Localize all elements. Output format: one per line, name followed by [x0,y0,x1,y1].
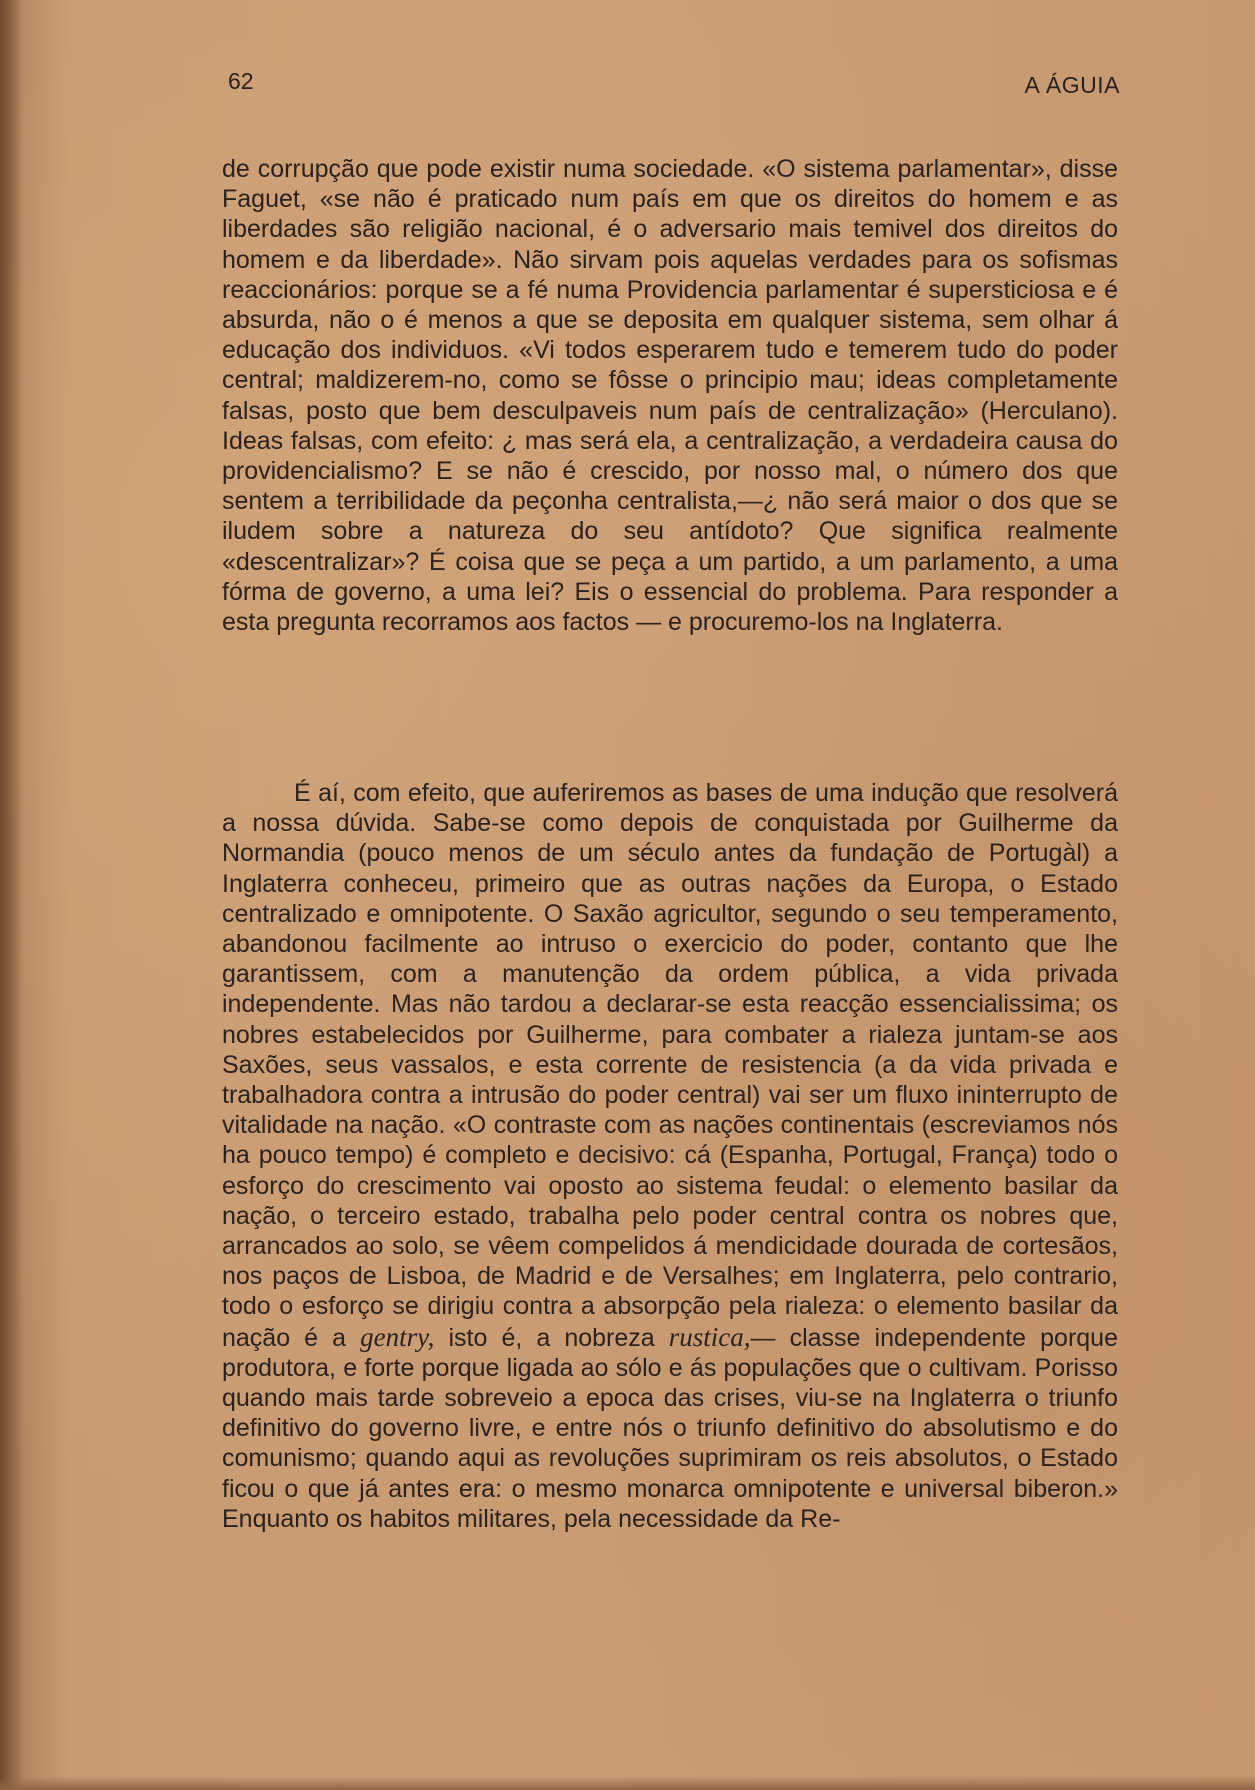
page-bottom-edge [0,1776,1255,1790]
running-head: A ÁGUIA [1024,72,1120,98]
italic-term: gentry, [360,1321,435,1352]
page-binding-edge [0,0,22,1790]
paragraph-text: isto é, a nobreza [434,1323,669,1352]
body-paragraph: de corrupção que pode existir numa sociedade. «O sistema parlamentar», disse Faguet, «se não é praticado num país em que os direitos do homem e as liberdades são religião nacional, é o adversario mais temivel dos direitos do homem e da liberdade». Não sirvam pois aquelas verdades para os sofismas reaccionários: porque se a fé numa Providencia parlamentar é supersticiosa e é absurda, não o é menos a que se deposita em qualquer sistema, sem olhar á educação dos individuos. «Vi todos esperarem tudo e temerem tudo do poder central; maldizerem-no, como se fôsse o principio mau; ideas completamente falsas, posto que bem desculpaveis num país de centralização» (Herculano). Ideas falsas, com efeito: ¿ mas será ela, a centralização, a verdadeira causa do providencialismo? E se não é crescido, por nosso mal, o número dos que sentem a terribilidade da peçonha centralista,—¿ não será maior o dos que se iludem sobre a natureza do seu antídoto? Que significa realmente «descentralizar»? É coisa que se peça a um partido, a um parlamento, a uma fórma de governo, a uma lei? Eis o essencial do problema. Para responder a esta pregunta recorramos aos factos — e procuremo-los na Inglaterra. [222,155,1118,637]
page-number: 62 [228,68,254,94]
body-paragraph [222,778,1118,1534]
paragraph-text: É aí, com efeito, que auferiremos as bases de uma indução que resolverá a nossa dúvida. Sabe-se como depois de conquistada por Guilherme da Normandia (pouco menos de um século antes da fundação de Portugàl) a Inglaterra conheceu, primeiro que as outras nações da Europa, o Estado centralizado e omnipotente. O Saxão agricultor, segundo o seu temperamento, abandonou facilmente ao intruso o exercicio do poder, contanto que lhe garantissem, com a manutenção da ordem pública, a vida privada independente. Mas não tardou a declarar-se esta reacção essencialissima; os nobres estabelecidos por Guilherme, para combater a rialeza juntam-se aos Saxões, seus vassalos, e esta corrente de resistencia (a da vida privada e trabalhadora contra a intrusão do poder central) vai ser um fluxo ininterrupto de vitalidade na nação. «O contraste com as nações continentais (escreviamos nós ha pouco tempo) é completo e decisivo: cá (Espanha, Portugal, França) todo o esforço do crescimento vai oposto ao sistema feudal: o elemento basilar da nação, o terceiro estado, trabalha pelo poder central contra os nobres que, arrancados ao solo, se vêem compelidos á mendicidade dourada de cortesãos, nos paços de Lisboa, de Madrid e de Versalhes; em Inglaterra, pelo contrario, todo o esforço se dirigiu contra a absorpção pela rialeza: o elemento basilar da nação é a [222,779,1118,1352]
italic-term: rustica, [668,1321,751,1352]
page-header [228,68,1120,102]
paragraph-text: — classe independente porque produtora, e forte porque ligada ao sólo e ás populações que o cultivam. Porisso quando mais tarde sobreveio a epoca das crises, viu-se na Inglaterra o triunfo definitivo do governo livre, e entre nós o triunfo definitivo do absolutismo e do comunismo; quando aqui as revoluções suprimiram os reis absolutos, o Estado ficou o que já antes era: o mesmo monarca omnipotente e universal biberon.» Enquanto os habitos militares, pela necessidade da Re- [222,1323,1118,1533]
